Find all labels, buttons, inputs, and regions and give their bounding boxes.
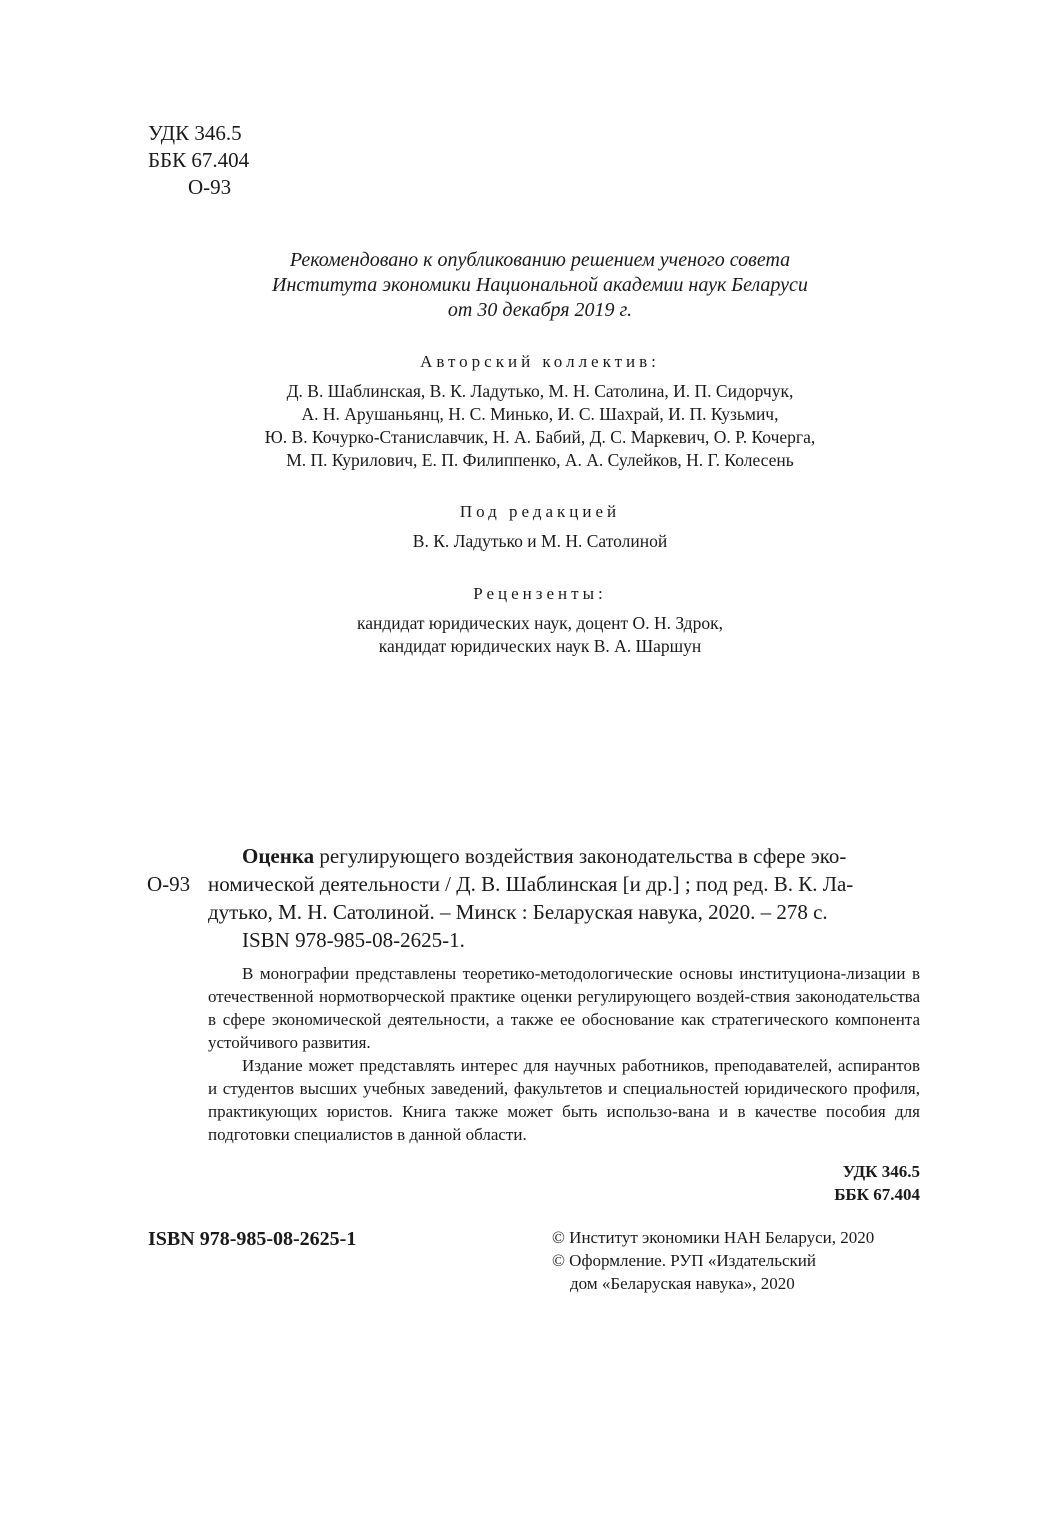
annotation-paragraph: В монографии представлены теоретико-методологические основы институциона-лизации в отечественной нормотворческой практике оценки регулирующего воздей-ствия законодательства в сфере экономической деятельности, а также ее обоснование как стратегического компонента устойчивого развития.	[208, 964, 920, 1052]
copyright-line: дом «Беларуская навука», 2020	[570, 1274, 795, 1293]
authors-line: Д. В. Шаблинская, В. К. Ладутько, М. Н. Сатолина, И. П. Сидорчук,	[286, 381, 794, 401]
udk-code: УДК 346.5	[148, 121, 242, 145]
footer-udk: УДК 346.5	[842, 1162, 920, 1181]
authors-heading: Авторский коллектив:	[420, 352, 660, 371]
authors-list	[150, 380, 930, 472]
biblio-line: номической деятельности / Д. В. Шаблинская [и др.] ; под ред. В. К. Ла-	[208, 872, 854, 896]
reviewer-line: кандидат юридических наук В. А. Шаршун	[378, 636, 702, 656]
biblio-line: дутько, М. Н. Сатолиной. – Минск : Беларуская навука, 2020. – 278 с.	[208, 900, 828, 924]
publication-recommendation	[150, 248, 930, 323]
authors-line: М. П. Курилович, Е. П. Филиппенко, А. А. Сулейков, Н. Г. Колесень	[286, 450, 794, 470]
copyright-block	[552, 1226, 922, 1295]
reviewer-line: кандидат юридических наук, доцент О. Н. Здрок,	[357, 613, 723, 633]
bibliographic-record	[208, 842, 920, 954]
book-title-word: Оценка	[242, 844, 315, 868]
editors-heading: Под редакцией	[459, 502, 621, 521]
biblio-isbn: ISBN 978-985-08-2625-1.	[242, 928, 465, 952]
copyright-line: © Институт экономики НАН Беларуси, 2020	[552, 1228, 875, 1247]
bbk-code: ББК 67.404	[148, 148, 250, 172]
biblio-line	[208, 842, 920, 870]
biblio-line-rest: регулирующего воздействия законодательства в сфере эко-	[314, 844, 847, 868]
annotation	[208, 962, 920, 1146]
author-mark: О-93	[188, 175, 232, 199]
authors-line: Ю. В. Кочурко-Станиславчик, Н. А. Бабий, Д. С. Маркевич, О. Р. Кочерга,	[264, 427, 816, 447]
footer-bbk: ББК 67.404	[834, 1185, 920, 1204]
footer-classification	[700, 1160, 920, 1206]
reviewers-heading: Рецензенты:	[473, 584, 607, 603]
authors-line: А. Н. Арушаньянц, Н. С. Минько, И. С. Шахрай, И. П. Кузьмич,	[301, 404, 779, 424]
recommendation-line: Института экономики Национальной академии наук Беларуси	[272, 274, 808, 296]
reviewers-list	[150, 612, 930, 658]
isbn-number: ISBN 978-985-08-2625-1	[148, 1228, 357, 1250]
classification-block	[148, 120, 249, 201]
copyright-line: © Оформление. РУП «Издательский	[552, 1251, 816, 1270]
bibliography-code: О-93	[147, 872, 191, 896]
recommendation-line: от 30 декабря 2019 г.	[447, 299, 633, 321]
annotation-paragraph: Издание может представлять интерес для научных работников, преподавателей, аспирантов и студентов высших учебных заведений, факультетов и специальностей юридического профиля, практикующих юристов. Книга также может быть использо-вана и в качестве пособия для подготовки специалистов в данной области.	[208, 1056, 920, 1144]
recommendation-line: Рекомендовано к опубликованию решением ученого совета	[289, 249, 791, 271]
editors-names: В. К. Ладутько и М. Н. Сатолиной	[412, 531, 668, 551]
